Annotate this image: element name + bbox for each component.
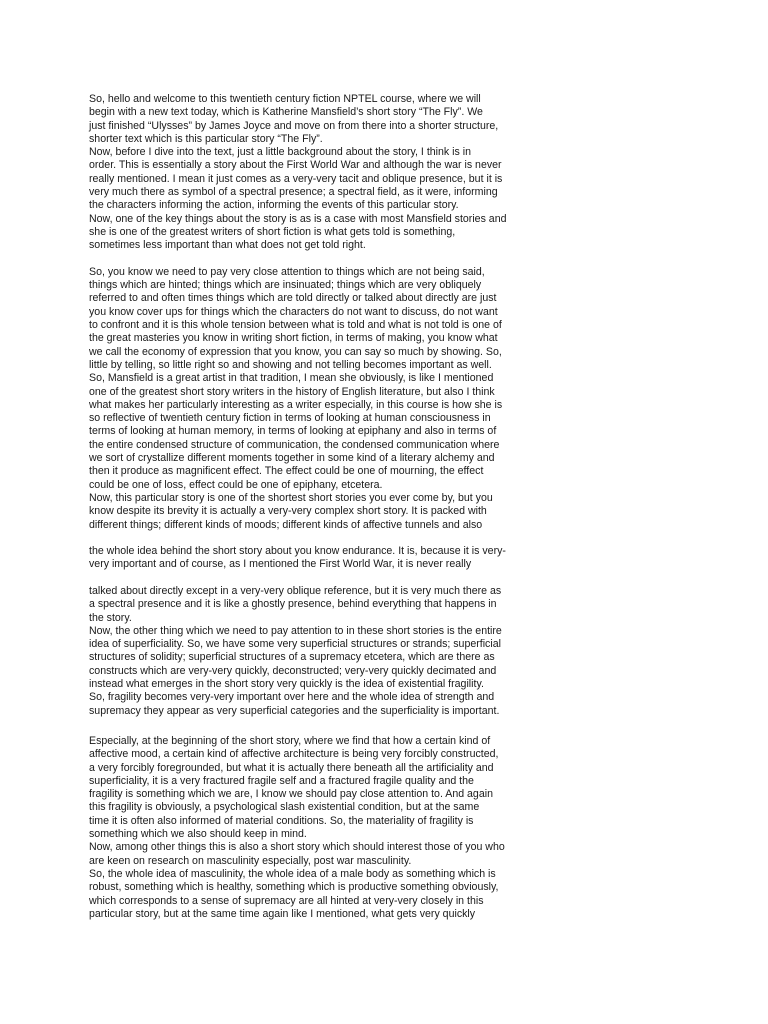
text-line: shorter text which is this particular story “The Fly”. [89,132,323,145]
text-line: idea of superficiality. So, we have some very superficial structures or strands; superficial [89,638,501,651]
text-line: time it is often also informed of material conditions. So, the materiality of fragility is [89,814,474,827]
text-line: then it produce as magnificent effect. The effect could be one of mourning, the effect [89,465,484,478]
text-line: the story. [89,611,132,624]
text-line: Now, among other things this is also a short story which should interest those of you who [89,841,505,854]
paragraph-block-1 [89,93,547,253]
text-line: Now, this particular story is one of the shortest short stories you ever come by, but you [89,491,493,504]
text-line: something which we also should keep in mind. [89,828,307,841]
text-line: know despite its brevity it is actually a very-very complex short story. It is packed with [89,505,487,518]
text-line: the entire condensed structure of communication, the condensed communication where [89,438,500,451]
text-line: So, Mansfield is a great artist in that tradition, I mean she obviously, is like I mentioned [89,372,494,385]
text-line: order. This is essentially a story about the First World War and although the war is never [89,159,502,172]
text-line: just finished “Ulysses” by James Joyce and move on from there into a shorter structure, [89,119,499,132]
text-line: fragility is something which we are, I know we should pay close attention to. And again [89,788,493,801]
paragraph-gap [89,718,547,735]
text-line: could be one of loss, effect could be one of epiphany, etcetera. [89,478,383,491]
paragraph-gap [89,253,547,266]
text-line: very much there as symbol of a spectral presence; a spectral field, as it were, informing [89,186,498,199]
text-line: Especially, at the beginning of the short story, where we find that how a certain kind of [89,734,491,747]
text-line: particular story, but at the same time again like I mentioned, what gets very quickly [89,907,476,920]
text-line: terms of looking at human memory, in terms of looking at epiphany and also in terms of [89,425,497,438]
text-line: she is one of the greatest writers of short fiction is what gets told is something, [89,225,456,238]
text-line: constructs which are very-very quickly, deconstructed; very-very quickly decimated and [89,664,497,677]
text-line: which corresponds to a sense of supremacy are all hinted at very-very closely in this [89,894,484,907]
text-line: Now, before I dive into the text, just a little background about the story, I think is in [89,146,471,159]
text-line: are keen on research on masculinity especially, post war masculinity. [89,854,412,867]
paragraph-block-5 [89,735,547,921]
text-line: Now, the other thing which we need to pay attention to in these short stories is the entire [89,624,502,637]
text-line: Now, one of the key things about the story is as is a case with most Mansfield stories and [89,212,507,225]
text-line: So, you know we need to pay very close attention to things which are not being said, [89,265,485,278]
paragraph-gap [89,532,547,545]
text-line: instead what emerges in the short story very quickly is the idea of existential fragility. [89,678,484,691]
text-line: so reflective of twentieth century fiction in terms of looking at human consciousness in [89,412,491,425]
text-line: the great masteries you know in writing short fiction, in terms of making, you know what [89,332,498,345]
text-line: very important and of course, as I mentioned the First World War, it is never really [89,558,472,571]
text-line: different things; different kinds of moods; different kinds of affective tunnels and also [89,518,483,531]
text-line: begin with a new text today, which is Katherine Mansfield’s short story “The Fly”. We [89,106,483,119]
text-line: really mentioned. I mean it just comes as a very-very tacit and oblique presence, but it is [89,172,503,185]
text-line: So, fragility becomes very-very important over here and the whole idea of strength and [89,691,495,704]
text-line: to confront and it is this whole tension between what is told and what is not told is one of [89,319,502,332]
text-line: we call the economy of expression that you know, you can say so much by showing. So, [89,345,502,358]
text-line: talked about directly except in a very-very oblique reference, but it is very much there as [89,584,502,597]
text-line: what makes her particularly interesting as a writer especially, in this course is how she is [89,398,503,411]
text-line: we sort of crystallize different moments together in some kind of a literary alchemy and [89,452,495,465]
text-line: structures of solidity; superficial structures of a supremacy etcetera, which are there as [89,651,495,664]
paragraph-block-3 [89,545,547,572]
text-line: supremacy they appear as very superficial categories and the superficiality is important. [89,704,500,717]
paragraph-gap [89,572,547,585]
text-line: referred to and often times things which are told directly or talked about directly are just [89,292,497,305]
text-line: superficiality, it is a very fractured fragile self and a fractured fragile quality and the [89,774,474,787]
paragraph-block-2 [89,266,547,532]
text-line: things which are hinted; things which are insinuated; things which are very obliquely [89,279,482,292]
text-line: So, the whole idea of masculinity, the whole idea of a male body as something which is [89,867,496,880]
text-line: So, hello and welcome to this twentieth century fiction NPTEL course, where we will [89,93,481,105]
text-line: a very forcibly foregrounded, but what it is actually there beneath all the artificiality and [89,761,494,774]
paragraph-block-4 [89,585,547,718]
text-line: the whole idea behind the short story about you know endurance. It is, because it is very- [89,545,506,558]
text-line: this fragility is obviously, a psychological slash existential condition, but at the same [89,801,480,814]
text-line: affective mood, a certain kind of affective architecture is being very forcibly constructed, [89,748,499,761]
document-page [89,93,547,921]
text-line: sometimes less important than what does not get told right. [89,239,366,252]
text-line: robust, something which is healthy, something which is productive something obviously, [89,881,499,894]
text-line: the characters informing the action, informing the events of this particular story. [89,199,459,212]
text-line: one of the greatest short story writers in the history of English literature, but also I think [89,385,495,398]
text-line: little by telling, so little right so and showing and not telling becomes important as well. [89,358,492,371]
text-line: you know cover ups for things which the characters do not want to discuss, do not want [89,305,498,318]
text-line: a spectral presence and it is like a ghostly presence, behind everything that happens in [89,598,497,611]
